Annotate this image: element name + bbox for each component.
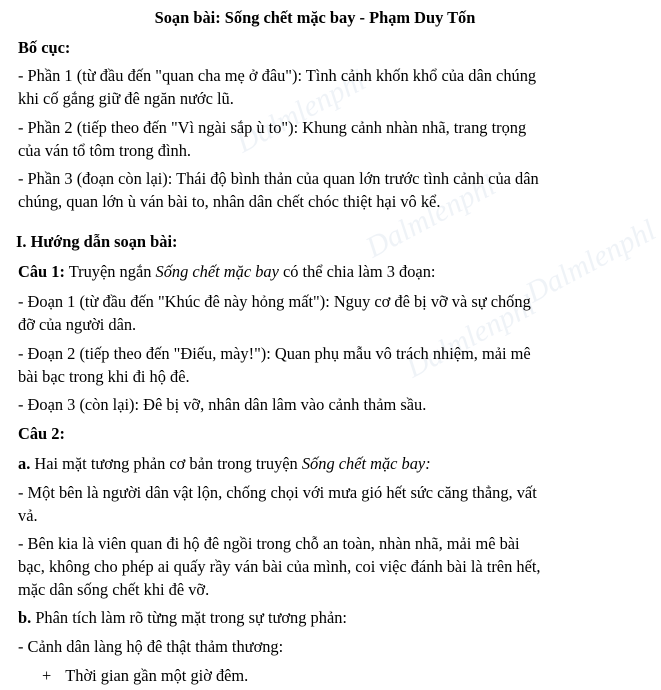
watermark: Dalmlenphl — [360, 168, 502, 265]
muc-a — [18, 452, 618, 475]
canh-dan-lang: - Cảnh dân làng hộ đê thật thảm thương: — [18, 637, 284, 656]
bo-cuc-phan-3-cont: chúng, quan lớn ù ván bài to, nhân dân chết chóc thiệt hại vô kể. — [18, 192, 441, 211]
bo-cuc-phan-1: - Phần 1 (từ đầu đến "quan cha mẹ ở đâu"): Tình cảnh khốn khổ của dân chúng — [18, 66, 537, 85]
huong-dan-heading: I. Hướng dẫn soạn bài: — [16, 232, 178, 251]
bo-cuc-phan-2-cont: của ván tổ tôm trong đình. — [18, 141, 191, 160]
muc-a-title: Sống chết mặc bay: — [301, 454, 431, 473]
cau-1-text-a: Truyện ngắn — [64, 262, 156, 281]
mat-2-cont: bạc, không cho phép ai quấy rầy ván bài của mình, coi việc đánh bài là trên hết, — [18, 557, 541, 576]
bo-cuc-phan-2: - Phần 2 (tiếp theo đến "Vì ngài sắp ù to"): Khung cảnh nhàn nhã, trang trọng — [18, 118, 527, 137]
muc-a-label: a. — [18, 454, 31, 473]
doan-3: - Đoạn 3 (còn lại): Đê bị vỡ, nhân dân lâm vào cảnh thảm sầu. — [18, 395, 427, 414]
muc-b — [18, 606, 618, 629]
watermark: Dalmlenphl — [400, 288, 542, 385]
muc-b-text: Phân tích làm rõ từng mặt trong sự tương phản: — [31, 608, 347, 627]
doan-1: - Đoạn 1 (từ đầu đến "Khúc đê này hỏng mất"): Nguy cơ đê bị vỡ và sự chống — [18, 292, 531, 311]
mat-1: - Một bên là người dân vật lộn, chống chọi với mưa gió hết sức căng thẳng, vất — [18, 483, 537, 502]
cau-1 — [18, 260, 618, 283]
bullet-item — [42, 664, 618, 687]
bo-cuc-heading: Bố cục: — [18, 38, 71, 57]
cau-1-title: Sống chết mặc bay — [155, 262, 279, 281]
doan-2-cont: bài bạc trong khi đi hộ đê. — [18, 367, 190, 386]
bo-cuc-phan-1-cont: khi cố gắng giữ đê ngăn nước lũ. — [18, 89, 234, 108]
muc-b-label: b. — [18, 608, 32, 627]
mat-1-cont: vả. — [18, 506, 38, 525]
bullet-plus-icon: + — [42, 666, 52, 685]
doan-2: - Đoạn 2 (tiếp theo đến "Điếu, mày!"): Quan phụ mẫu vô trách nhiệm, mải mê — [18, 344, 531, 363]
watermark: Dalmlenphl — [520, 213, 661, 310]
page-title: Soạn bài: Sống chết mặc bay - Phạm Duy Tốn — [154, 8, 476, 27]
mat-2: - Bên kia là viên quan đi hộ đê ngồi trong chỗ an toàn, nhàn nhã, mải mê bài — [18, 534, 520, 553]
bullet-text: Thời gian gần một giờ đêm. — [65, 666, 249, 685]
cau-2-label: Câu 2: — [18, 424, 65, 443]
bo-cuc-phan-3: - Phần 3 (đoạn còn lại): Thái độ bình thản của quan lớn trước tình cảnh của dân — [18, 169, 539, 188]
doan-1-cont: đỡ của người dân. — [18, 315, 137, 334]
cau-1-text-b: có thể chia làm 3 đoạn: — [278, 262, 436, 281]
mat-2-cont-2: mặc dân sống chết khi đê vỡ. — [18, 580, 210, 599]
muc-a-text: Hai mặt tương phản cơ bản trong truyện — [30, 454, 302, 473]
watermark: Dalmlenphl — [230, 63, 372, 160]
cau-1-label: Câu 1: — [18, 262, 65, 281]
